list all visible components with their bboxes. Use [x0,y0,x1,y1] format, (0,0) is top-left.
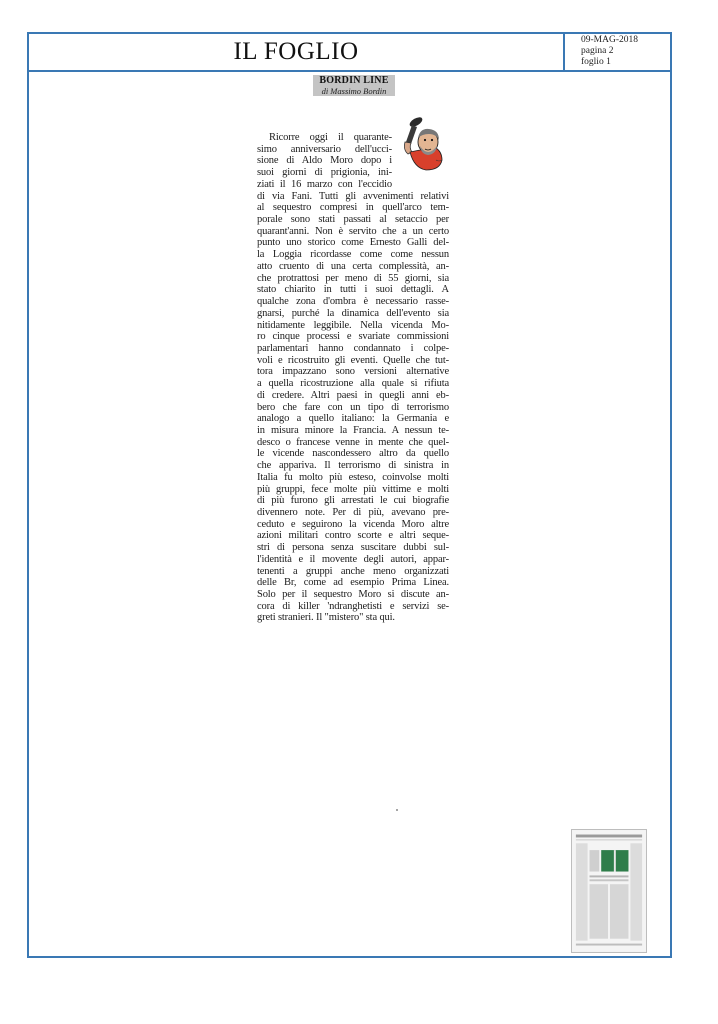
clipping-date: 09-MAG-2018 [581,35,638,45]
article-line: cora di killer 'ndranghetisti e servizi se- [257,600,449,612]
article-line: ziati il 16 marzo con l'eccidio [257,178,392,190]
article-body [257,132,449,624]
article-line: quarant'anni. Non è servito che a un certo [257,225,449,237]
newspaper-masthead: IL FOGLIO [233,38,359,65]
scan-speck [396,809,398,811]
article-line: l'identità e il movente degli autori, appar- [257,553,449,565]
article-line: stri di persona senza suscitare dubbi sul- [257,542,449,554]
article-line: tenenti a gruppi anche meno organizzati [257,565,449,577]
column-title: BORDIN LINE [319,75,389,86]
article-line: in misura minore la Francia. A nessun te- [257,424,449,436]
clipping-sheet: foglio 1 [581,57,611,67]
article-line: le vicende nascondessero altro da quello [257,448,449,460]
article-line: suoi giorni di prigionia, ini- [257,167,392,179]
article-line: di via Fani. Tutti gli avvenimenti relativi [257,190,449,202]
article-line: che protrattosi per meno di 55 giorni, sia [257,272,449,284]
article-line: parlamentari hanno condannato i colpe- [257,342,449,354]
article-line: ceduto e seguirono la vicenda Moro altre [257,518,449,530]
article-line: ro cinque processi e svariate commissioni [257,331,449,343]
article-line: voli e ricostruito gli eventi. Quelle che tut- [257,354,449,366]
article-line: Solo per il sequestro Moro si discute an- [257,589,449,601]
article-line: porale sono stati passati al setaccio per [257,214,449,226]
article-line: desco o francese venne in mente che quel- [257,436,449,448]
article-line: qualche zona d'ombra è necessario rasse- [257,296,449,308]
article-line: gnarsi, purché la dinamica dell'evento sia [257,307,449,319]
article-line: sione di Aldo Moro dopo i [257,155,392,167]
clipping-header [29,34,670,72]
article-line: stato chiarito in tutti i suoi dettagli. A [257,284,449,296]
article-line: bero che fare con un tipo di terrorismo [257,401,449,413]
article-line: al sequestro compresi in quell'arco tem- [257,202,449,214]
article-line: di credere. Altri paesi in quegli anni eb- [257,389,449,401]
article-line: a quella ricostruzione alla quale si rifiuta [257,378,449,390]
article-line: simo anniversario dell'ucci- [257,143,392,155]
clipping-metadata [563,34,670,70]
article-line: punto uno storico come Ernesto Galli del- [257,237,449,249]
article-line: Ricorre oggi il quarante- [269,132,392,143]
article-line: che appariva. Il terrorismo di sinistra in [257,460,449,472]
article-line: nitidamente leggibile. Nella vicenda Mo- [257,319,449,331]
article-line: la Loggia ricordasse come come nessun [257,249,449,261]
article-line: più gruppi, fece molte più vittime e molti [257,483,449,495]
article-line: tora impazzano sono versioni alternative [257,366,449,378]
column-rubric [313,75,395,96]
article-line: Italia fu molto più esteso, coinvolse molti [257,471,449,483]
article-line: delle Br, come ad esempio Prima Linea. [257,577,449,589]
page-thumbnail-icon [571,829,647,953]
article-line: di più furono gli arrestati le cui biografie [257,495,449,507]
article-line: analogo a quello italiano: la Germania e [257,413,449,425]
article-line: divennero note. Per di più, avevano pre- [257,507,449,518]
column-author: di Massimo Bordin [321,86,387,96]
article-line: atto cruento di una certa complessità, an- [257,260,449,272]
article-line: azioni militari contro scorte e altri seque- [257,530,449,542]
article-line: greti stranieri. Il "mistero" sta qui. [257,612,395,624]
clipping-page: pagina 2 [581,46,614,56]
